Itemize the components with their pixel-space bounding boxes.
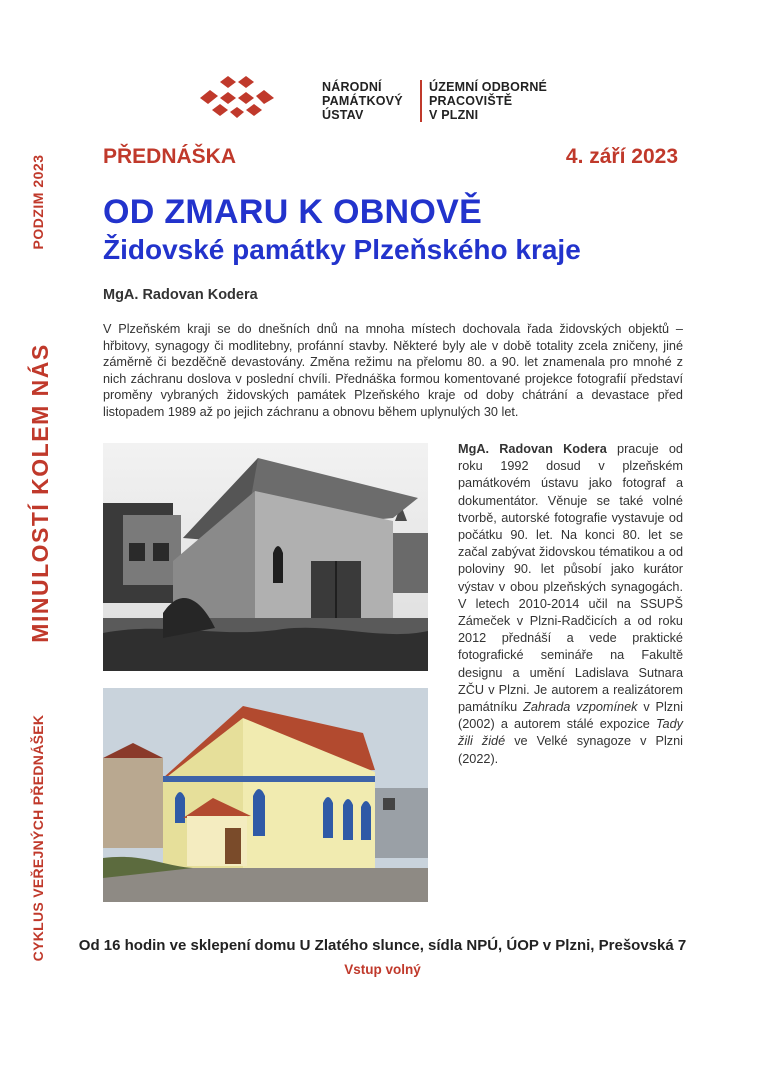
logo-line: PAMÁTKOVÝ [322,94,403,108]
logo-line: NÁRODNÍ [322,80,382,94]
logo-text-right [429,80,547,122]
logo-line: PRACOVIŠTĚ [429,94,513,108]
lecture-subtitle: Židovské památky Plzeňského kraje [103,234,581,265]
synagogue-after-photo [103,688,428,902]
bio-text: v Plzni (2002) a autorem stálé expozice [458,700,683,732]
bio-text: pracuje od roku 1992 dosud v plzeňském památkovém ústavu jako fotograf a dokumentátor. Věnuje se také volné tvorbě, autorské fotografie vystavuje od počátku 90. let. Na konci 80. let se začal zabývat židovskou tématikou a od poloviny 90. let působí jako kurátor výstav v obou plzeňských synagogách. V letech 2010-2014 učil na SSUPŠ Zámeček v Plzni-Radčicích a od roku 2012 přednáší a vede praktické fotografické semináře na Fakultě designu a umění Ladislava Sutnara ZČU v Plzni. Je autorem a realizátorem památníku [458,442,683,715]
bio-work-title: Tady žili židé [458,717,683,749]
bio-work-title: Zahrada vzpomínek [523,700,638,715]
synagogue-before-photo [103,443,428,671]
venue-info: Od 16 hodin ve sklepení domu U Zlatého slunce, sídla NPÚ, ÚOP v Plzni, Prešovská 7 [78,937,687,954]
lecture-title: OD ZMARU K OBNOVĚ [103,193,483,231]
lecture-author: MgA. Radovan Kodera [103,287,258,303]
bio-text: ve Velké synagoze v Plzni (2022). [458,734,684,766]
logo-line: ÚSTAV [322,108,364,122]
npu-logo-icon [198,76,276,120]
admission-info: Vstup volný [344,962,421,977]
side-cycle-label: CYKLUS VEŘEJNÝCH PŘEDNÁŠEK [30,714,46,962]
event-date: 4. září 2023 [565,145,678,168]
bio-author-name: MgA. Radovan Kodera [458,442,607,456]
lecture-abstract: V Plzeňském kraji se do dnešních dnů na mnoha místech dochovala řada židovských objektů – hřbitovy, synagogy či modlitebny, profánní stavby. Některé byly ale v době totality zcela zničeny, jiné záměrně či bezděčně devastovány. Změna režimu na přelomu 80. a 90. let znamenala pro mnohé z nich záchranu doslova v poslední chvíli. Přednáška formou komentované projekce fotografií představí proměny vybraných židovských památek Plzeňského kraje od doby chátrání a devastace před listopadem 1989 až po jejich záchranu a obnovu během uplynulých 30 let. [103,322,683,419]
logo-line: V PLZNI [429,108,479,122]
logo-divider [420,80,422,122]
logo-text-left [322,80,403,122]
event-type: PŘEDNÁŠKA [103,145,237,168]
author-bio [458,441,683,768]
side-season-label: PODZIM 2023 [30,154,46,250]
side-series-title: MINULOSTÍ KOLEM NÁS [27,343,53,643]
logo-line: ÚZEMNÍ ODBORNÉ [429,80,548,94]
